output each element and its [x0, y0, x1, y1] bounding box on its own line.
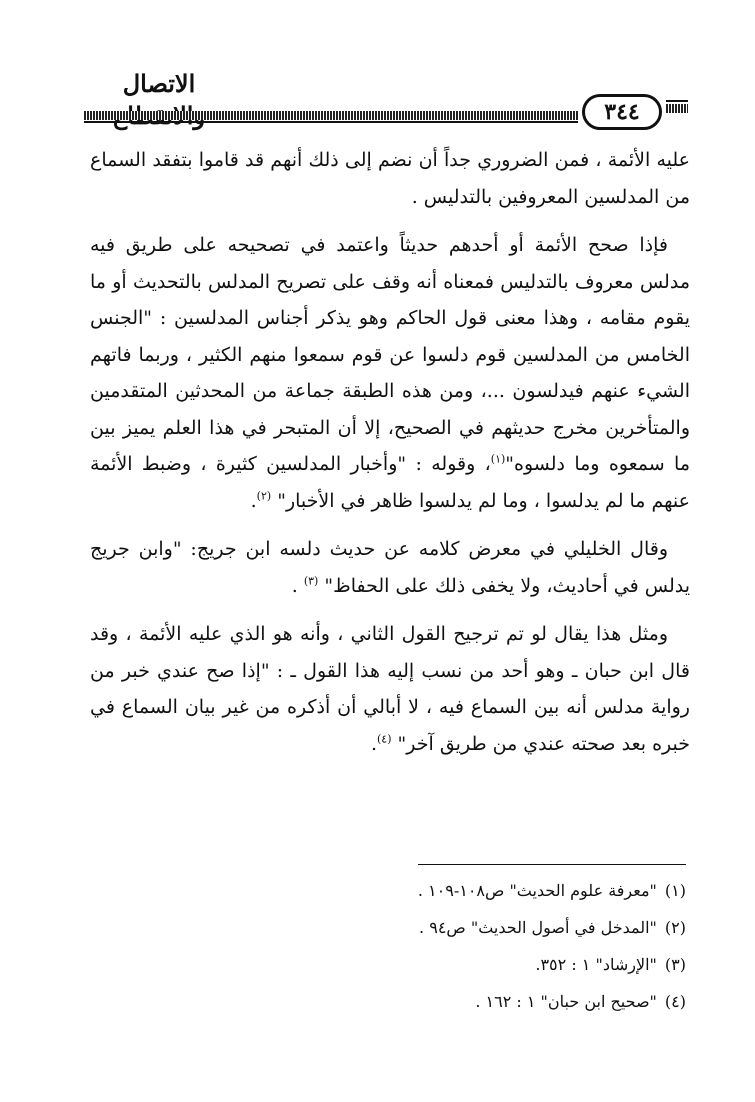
paragraph-2-text-b: ، وقوله : "وأخبار المدلسين كثيرة ، وضبط الأئمة عنهم ما لم يدلسوا ، وما لم يدلسوا ظاهر في الأخبار": [90, 453, 690, 512]
footnote-3: [300, 946, 686, 983]
footnote-text: "المدخل في أصول الحديث" ص٩٤ .: [419, 918, 657, 937]
footnote-ref-2[interactable]: (٢): [256, 489, 272, 503]
paragraph-2-text-a: فإذا صحح الأئمة أو أحدهم حديثاً واعتمد في تصحيحه على طريق فيه مدلس معروف بالتدليس فمعناه أنه وقف على تصريح المدلس بالتحديث أو ما يقوم مقامه ، وهذا معنى قول الحاكم وهو يذكر أجناس المدلسين : "الجنس الخامس من المدلسين قوم دلسوا عن قوم سمعوا منهم الكثير ، وربما فاتهم الشيء عنهم فيدلسون ...، ومن هذه الطبقة جماعة من المحدثين المتقدمين والمتأخرين مخرج حديثهم في الصحيح، إلا أن المتبحر في هذا العلم يميز بين ما سمعوه وما دلسوه": [90, 234, 691, 475]
footnote-2: [300, 909, 686, 946]
footnote-text: "معرفة علوم الحديث" ص١٠٨-١٠٩ .: [417, 881, 657, 900]
header-rule: [84, 111, 578, 120]
paragraph-4: [90, 616, 690, 762]
footnote-number: (٣): [664, 955, 686, 974]
running-title: الاتصال: [122, 69, 196, 98]
header-rule-short: [666, 104, 688, 113]
footnote-number: (٤): [664, 992, 686, 1011]
paragraph-2-end: .: [250, 489, 257, 512]
paragraph-4-end: .: [370, 732, 377, 755]
footnote-separator: [418, 864, 686, 865]
footnote-number: (١): [664, 881, 686, 900]
paragraph-2: [90, 227, 690, 519]
footnote-1: [300, 872, 686, 909]
main-text: [90, 142, 690, 774]
footnote-text: "صحيح ابن حبان" ١ : ١٦٢ .: [475, 992, 657, 1011]
paragraph-3-end: .: [291, 574, 298, 597]
footnote-ref-1[interactable]: (١): [490, 452, 506, 466]
footnote-ref-3[interactable]: (٣): [303, 574, 319, 588]
page-number: ٣٤٤: [582, 94, 662, 130]
footnote-4: [300, 983, 686, 1020]
footnote-text: "الإرشاد" ١ : ٣٥٢.: [535, 955, 657, 974]
paragraph-3-text: وقال الخليلي في معرض كلامه عن حديث دلسه ابن جريج: "وابن جريج يدلس في أحاديث، ولا يخفى ذلك على الحفاظ": [90, 538, 690, 597]
footnote-ref-4[interactable]: (٤): [376, 732, 392, 746]
paragraph-4-text: ومثل هذا يقال لو تم ترجيح القول الثاني ، وأنه هو الذي عليه الأئمة ، وقد قال ابن حبان ـ وهو أحد من نسب إليه هذا القول ـ : "إذا صح عندي خبر من رواية مدلس أنه بين السماع فيه ، لا أبالي أن أذكره من غير بيان السماع في خبره بعد صحته عندي من طريق آخر": [90, 623, 690, 755]
paragraph-3: [90, 531, 690, 604]
footnote-number: (٢): [664, 918, 686, 937]
footnotes: [300, 872, 686, 1020]
paragraph-1: عليه الأئمة ، فمن الضروري جداً أن نضم إلى ذلك أنهم قد قاموا بتفقد السماع من المدلسين المعروفين بالتدليس .: [90, 149, 690, 208]
